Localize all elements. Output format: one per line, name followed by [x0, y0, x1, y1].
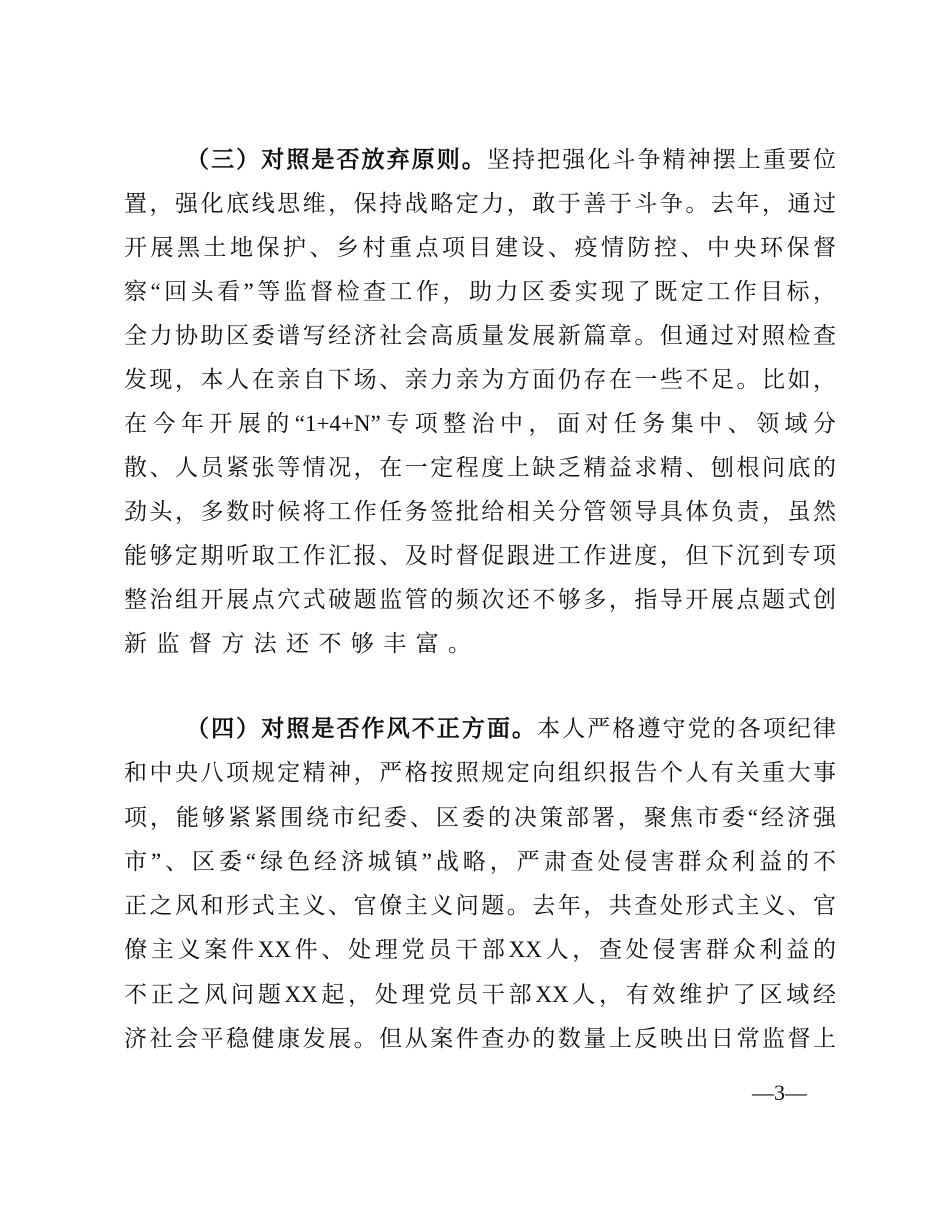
text-line: 察“回头看”等监督检查工作，助力区委实现了既定工作目标， [124, 279, 836, 304]
text-line: 在今年开展的“1+4+N”专项整治中，面对任务集中、领域分 [124, 411, 836, 436]
text-line: 置，强化底线思维，保持战略定力，敢于善于斗争。去年，通过 [124, 191, 836, 216]
section-heading: （四）对照是否作风不正方面。 [186, 716, 538, 741]
paragraph-first-line [124, 707, 836, 751]
page-number: —3— [752, 1080, 807, 1105]
paragraph-first-line [124, 138, 836, 182]
text-line: 新监督方法还不够丰富。 [124, 631, 481, 656]
text-line: 劲头，多数时候将工作任务签批给相关分管领导具体负责，虽然 [124, 499, 836, 524]
text-line: 正之风和形式主义、官僚主义问题。去年，共查处形式主义、官 [124, 893, 836, 919]
text: 本人严格遵守党的各项纪律 [537, 716, 837, 741]
text-line: 市”、区委“绿色经济城镇”战略，严肃查处侵害群众利益的不 [124, 848, 836, 874]
text-line: 和中央八项规定精神，严格按照规定向组织报告个人有关重大事 [124, 760, 836, 786]
text-line: 僚主义案件XX件、处理党员干部XX人，查处侵害群众利益的 [124, 937, 836, 963]
text: 坚持把强化斗争精神摆上重要位 [486, 147, 837, 172]
text-line: 不正之风问题XX起，处理党员干部XX人，有效维护了区域经 [124, 981, 836, 1007]
text-line: 发现，本人在亲自下场、亲力亲为方面仍存在一些不足。比如， [124, 367, 836, 392]
text-line: 全力协助区委谱写经济社会高质量发展新篇章。但通过对照检查 [124, 323, 836, 348]
paragraph-section-3 [124, 138, 836, 666]
text-line: 能够定期听取工作汇报、及时督促跟进工作进度，但下沉到专项 [124, 543, 836, 568]
text-line: 整治组开展点穴式破题监管的频次还不够多，指导开展点题式创 [124, 587, 836, 612]
paragraph-section-4 [124, 707, 836, 1061]
text-line: 项，能够紧紧围绕市纪委、区委的决策部署，聚焦市委“经济强 [124, 804, 836, 830]
text-line: 开展黑土地保护、乡村重点项目建设、疫情防控、中央环保督 [124, 235, 836, 260]
section-heading: （三）对照是否放弃原则。 [186, 147, 487, 172]
text-line: 济社会平稳健康发展。但从案件查办的数量上反映出日常监督上 [124, 1026, 836, 1052]
text-line: 散、人员紧张等情况，在一定程度上缺乏精益求精、刨根问底的 [124, 455, 836, 480]
